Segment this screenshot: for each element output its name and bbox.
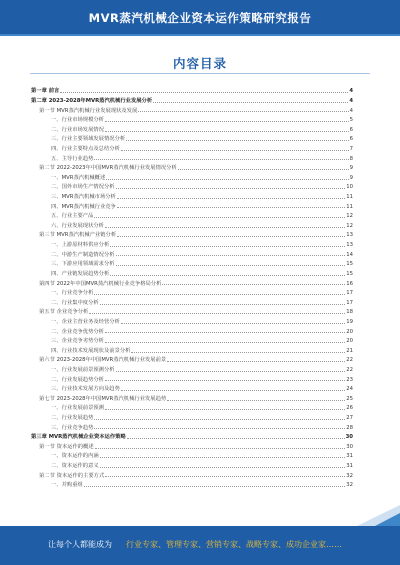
toc-leader-dots bbox=[121, 150, 349, 151]
toc-entry[interactable] bbox=[31, 373, 353, 383]
toc-entry-page: 8 bbox=[349, 155, 353, 162]
toc-leader-dots bbox=[105, 227, 345, 228]
toc-entry-page: 12 bbox=[346, 222, 353, 229]
toc-leader-dots bbox=[116, 265, 346, 266]
toc-entry-label: 二、中游生产制造情况分析 bbox=[51, 251, 115, 258]
toc-entry-page: 4 bbox=[349, 107, 353, 114]
footer-slogan-roles: 行业专家、管理专家、营销专家、战略专家、成功企业家…… bbox=[126, 540, 342, 549]
toc-entry-page: 30 bbox=[346, 443, 353, 450]
toc-entry-page: 18 bbox=[346, 309, 353, 316]
toc-entry-page: 25 bbox=[346, 395, 353, 402]
toc-entry[interactable] bbox=[31, 229, 353, 239]
toc-entry-label: 第三章 MVR蒸汽机械企业资本运作策略 bbox=[31, 434, 126, 441]
toc-entry[interactable] bbox=[31, 296, 353, 306]
toc-entry-label: 一、企业主营业务及经营分析 bbox=[51, 318, 120, 325]
toc-entry-label: 五、行业主要产品 bbox=[51, 213, 94, 220]
toc-entry-page: 24 bbox=[346, 386, 353, 393]
toc-entry[interactable] bbox=[31, 344, 353, 354]
toc-leader-dots bbox=[106, 179, 348, 180]
toc-leader-dots bbox=[94, 428, 345, 429]
toc-entry-page: 11 bbox=[346, 203, 353, 210]
toc-entry[interactable] bbox=[31, 248, 353, 258]
toc-leader-dots bbox=[117, 207, 345, 208]
toc-entry-label: 三、行业主要领域发展情况分析 bbox=[51, 136, 126, 143]
toc-heading: 内容目录 bbox=[172, 56, 227, 71]
toc-entry-page: 13 bbox=[346, 232, 353, 239]
toc-entry[interactable] bbox=[31, 354, 353, 364]
toc-entry[interactable] bbox=[31, 306, 353, 316]
toc-leader-dots bbox=[162, 284, 345, 285]
toc-entry-label: 一、MVR蒸汽机械概述 bbox=[51, 174, 106, 181]
toc-entry[interactable] bbox=[31, 364, 353, 374]
toc-leader-dots bbox=[100, 304, 346, 305]
toc-entry-label: 第五节 企业竞争分析 bbox=[39, 309, 89, 316]
toc-leader-dots bbox=[94, 217, 345, 218]
toc-entry-label: 六、行业发展现状分析 bbox=[51, 222, 104, 229]
toc-entry-label: 第一节 MVR蒸汽机械行业发展现状及发展 bbox=[39, 107, 138, 114]
toc-leader-dots bbox=[89, 313, 345, 314]
toc-leader-dots bbox=[178, 169, 349, 170]
toc-entry-page: 17 bbox=[346, 290, 353, 297]
toc-leader-dots bbox=[95, 448, 346, 449]
toc-entry-label: 第二节 资本运作的主要方式 bbox=[39, 472, 105, 479]
toc-entry-page: 15 bbox=[346, 270, 353, 277]
toc-entry[interactable] bbox=[31, 181, 353, 191]
toc-entry-page: 9 bbox=[349, 174, 353, 181]
toc-entry-page: 31 bbox=[346, 453, 353, 460]
toc-entry[interactable] bbox=[31, 210, 353, 220]
toc-entry[interactable] bbox=[31, 460, 353, 470]
toc-entry[interactable] bbox=[31, 393, 353, 403]
toc-entry[interactable] bbox=[31, 171, 353, 181]
toc-entry-label: 一、上游原材料供应分析 bbox=[51, 242, 110, 249]
corner-decoration bbox=[357, 505, 400, 526]
toc-entry[interactable] bbox=[31, 191, 353, 201]
toc-leader-dots bbox=[127, 438, 345, 439]
toc-entry[interactable] bbox=[31, 104, 353, 114]
toc-entry[interactable] bbox=[31, 133, 353, 143]
toc-entry-page: 21 bbox=[346, 347, 353, 354]
toc-entry-label: 一、行业发展前景预测 bbox=[51, 405, 104, 412]
toc-leader-dots bbox=[121, 390, 345, 391]
table-of-contents bbox=[31, 85, 353, 489]
toc-entry-label: 第二章 2023-2028年MVR蒸汽机械行业发展分析 bbox=[31, 97, 153, 104]
toc-entry-label: 一、并购重组 bbox=[51, 482, 83, 489]
footer-slogan-lead: 让每个人都能成为 bbox=[48, 540, 112, 549]
toc-entry[interactable] bbox=[31, 469, 353, 479]
toc-entry-page: 19 bbox=[346, 318, 353, 325]
toc-entry[interactable] bbox=[31, 441, 353, 451]
toc-entry-page: 31 bbox=[346, 463, 353, 470]
toc-leader-dots bbox=[153, 102, 348, 103]
toc-leader-dots bbox=[105, 409, 345, 410]
toc-leader-dots bbox=[105, 121, 349, 122]
toc-entry[interactable] bbox=[31, 162, 353, 172]
toc-entry-page: 32 bbox=[346, 472, 353, 479]
toc-entry[interactable] bbox=[31, 239, 353, 249]
toc-entry-page: 5 bbox=[349, 117, 353, 124]
toc-entry-label: 一、行业市场规模分析 bbox=[51, 117, 104, 124]
toc-entry-label: 二、行业发展趋势 bbox=[51, 415, 94, 422]
toc-entry-page: 22 bbox=[346, 366, 353, 373]
toc-leader-dots bbox=[116, 371, 346, 372]
toc-entry-label: 三、行业技术发展方向及趋势 bbox=[51, 386, 120, 393]
toc-leader-dots bbox=[60, 92, 348, 93]
toc-entry-page: 26 bbox=[346, 405, 353, 412]
toc-entry[interactable] bbox=[31, 479, 353, 489]
toc-entry-page: 22 bbox=[346, 357, 353, 364]
toc-entry-label: 第一节 资本运作的概述 bbox=[39, 443, 94, 450]
toc-leader-dots bbox=[105, 476, 345, 477]
toc-leader-dots bbox=[105, 342, 345, 343]
toc-entry[interactable] bbox=[31, 268, 353, 278]
toc-leader-dots bbox=[105, 332, 345, 333]
toc-entry[interactable] bbox=[31, 383, 353, 393]
toc-entry-label: 第一章 前言 bbox=[31, 88, 60, 95]
report-title: MVR蒸汽机械企业资本运作策略研究报告 bbox=[88, 11, 312, 25]
toc-leader-dots bbox=[84, 486, 345, 487]
toc-leader-dots bbox=[110, 246, 345, 247]
toc-entry-page: 6 bbox=[349, 136, 353, 143]
toc-entry[interactable] bbox=[31, 287, 353, 297]
toc-leader-dots bbox=[116, 188, 346, 189]
toc-entry-page: 20 bbox=[346, 338, 353, 345]
toc-entry-page: 23 bbox=[346, 376, 353, 383]
toc-entry-label: 三、行业竞争趋势 bbox=[51, 424, 94, 431]
toc-entry[interactable] bbox=[31, 143, 353, 153]
toc-entry-label: 三、下游应用领域需求分析 bbox=[51, 261, 115, 268]
toc-leader-dots bbox=[100, 467, 346, 468]
toc-leader-dots bbox=[100, 457, 346, 458]
toc-entry-label: 三、企业竞争劣势分析 bbox=[51, 338, 104, 345]
toc-leader-dots bbox=[138, 111, 348, 112]
toc-entry-label: 一、资本运作的内涵 bbox=[51, 453, 99, 460]
toc-entry-label: 五、主导行业趋势 bbox=[51, 155, 94, 162]
toc-entry-label: 二、行业集中度分析 bbox=[51, 299, 99, 306]
toc-leader-dots bbox=[116, 255, 346, 256]
toc-entry-label: 三、MVR蒸汽机械市场分析 bbox=[51, 194, 116, 201]
toc-entry-page: 11 bbox=[346, 194, 353, 201]
toc-entry[interactable] bbox=[31, 412, 353, 422]
toc-entry[interactable] bbox=[31, 220, 353, 230]
toc-divider bbox=[30, 73, 370, 74]
toc-entry-label: 第二节 2022-2023年中国MVR蒸汽机械行业发展情况分析 bbox=[39, 165, 177, 172]
toc-entry-page: 9 bbox=[349, 165, 353, 172]
toc-entry-page: 15 bbox=[346, 261, 353, 268]
toc-entry-label: 二、行业市场发展情况 bbox=[51, 126, 104, 133]
toc-entry-page: 6 bbox=[349, 126, 353, 133]
report-header bbox=[0, 0, 400, 36]
toc-entry-page: 30 bbox=[345, 434, 353, 441]
toc-entry-page: 10 bbox=[346, 184, 353, 191]
toc-entry-label: 二、企业竞争优势分析 bbox=[51, 328, 104, 335]
toc-entry-label: 第六节 2023-2028年中国MVR蒸汽机械行业发展前景 bbox=[39, 357, 167, 364]
toc-entry-label: 四、行业主要特点及总结分析 bbox=[51, 145, 120, 152]
toc-leader-dots bbox=[121, 323, 345, 324]
toc-leader-dots bbox=[117, 198, 345, 199]
toc-leader-dots bbox=[167, 361, 345, 362]
toc-entry-page: 20 bbox=[346, 328, 353, 335]
toc-entry[interactable] bbox=[31, 85, 353, 95]
toc-leader-dots bbox=[167, 400, 345, 401]
toc-entry[interactable] bbox=[31, 335, 353, 345]
toc-entry[interactable] bbox=[31, 152, 353, 162]
toc-entry-page: 12 bbox=[346, 213, 353, 220]
toc-entry-label: 二、国外市场生产情况分析 bbox=[51, 184, 115, 191]
toc-entry[interactable] bbox=[31, 316, 353, 326]
toc-entry-page: 4 bbox=[349, 97, 353, 104]
toc-entry-page: 32 bbox=[346, 482, 353, 489]
toc-entry-label: 第七节 2023-2028年中国MVR蒸汽机械行业发展趋势 bbox=[39, 395, 167, 402]
toc-entry-page: 17 bbox=[346, 299, 353, 306]
toc-leader-dots bbox=[94, 294, 345, 295]
toc-entry-label: 四、行业技术发展现状及前景分析 bbox=[51, 347, 131, 354]
toc-entry[interactable] bbox=[31, 325, 353, 335]
toc-leader-dots bbox=[126, 140, 348, 141]
toc-entry[interactable] bbox=[31, 123, 353, 133]
toc-entry[interactable] bbox=[31, 431, 353, 441]
toc-entry[interactable] bbox=[31, 258, 353, 268]
toc-entry-label: 二、资本运作的意义 bbox=[51, 463, 99, 470]
toc-leader-dots bbox=[94, 159, 348, 160]
toc-entry-page: 14 bbox=[346, 251, 353, 258]
toc-leader-dots bbox=[110, 275, 345, 276]
toc-leader-dots bbox=[117, 236, 345, 237]
toc-entry[interactable] bbox=[31, 402, 353, 412]
toc-entry-page: 7 bbox=[349, 145, 353, 152]
toc-entry-label: 第三节 MVR蒸汽机械产业链分析 bbox=[39, 232, 117, 239]
toc-entry-page: 27 bbox=[346, 415, 353, 422]
toc-entry[interactable] bbox=[31, 277, 353, 287]
toc-entry-label: 四、MVR蒸汽机械行业竞争 bbox=[51, 203, 116, 210]
toc-entry[interactable] bbox=[31, 114, 353, 124]
toc-entry[interactable] bbox=[31, 421, 353, 431]
toc-entry[interactable] bbox=[31, 450, 353, 460]
toc-entry[interactable] bbox=[31, 200, 353, 210]
toc-leader-dots bbox=[94, 419, 345, 420]
toc-entry[interactable] bbox=[31, 95, 353, 105]
toc-leader-dots bbox=[105, 380, 345, 381]
toc-entry-page: 13 bbox=[346, 242, 353, 249]
report-footer bbox=[0, 526, 400, 565]
toc-entry-page: 4 bbox=[349, 88, 353, 95]
toc-leader-dots bbox=[131, 352, 345, 353]
toc-leader-dots bbox=[105, 131, 349, 132]
toc-entry-label: 一、行业发展前景预测分析 bbox=[51, 366, 115, 373]
toc-entry-page: 16 bbox=[346, 280, 353, 287]
toc-entry-label: 四、产业链发展趋势分析 bbox=[51, 270, 110, 277]
toc-entry-label: 一、行业竞争分析 bbox=[51, 290, 94, 297]
toc-entry-label: 二、行业发展趋势分析 bbox=[51, 376, 104, 383]
toc-entry-page: 28 bbox=[346, 424, 353, 431]
toc-entry-label: 第四节 2022年中国MVR蒸汽机械行业竞争格局分析 bbox=[39, 280, 162, 287]
